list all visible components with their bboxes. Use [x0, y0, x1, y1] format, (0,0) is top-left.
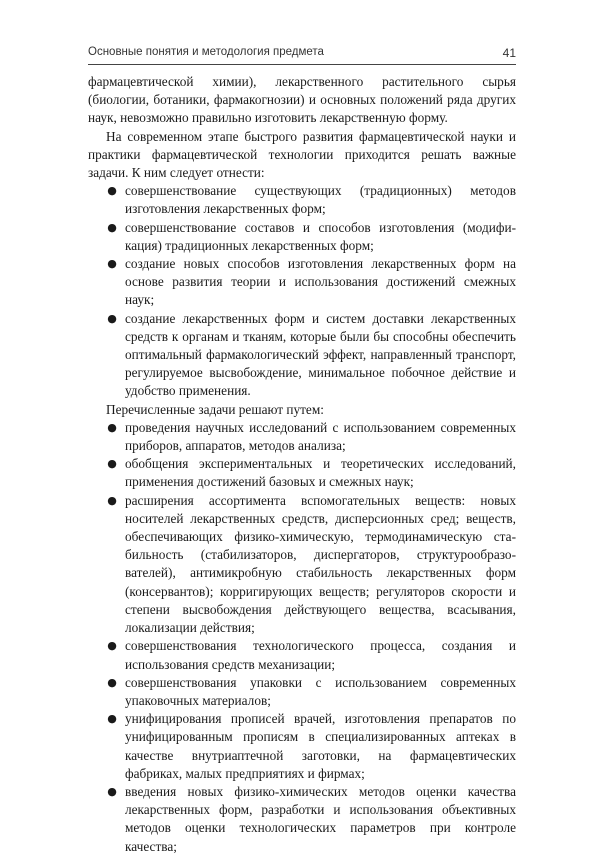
list-item-text: проведения научных исследований с использованием современных приборов, аппаратов, методов анализа;: [125, 419, 516, 454]
bullet-icon: ●: [107, 184, 117, 198]
list-item-text: совершенствование составов и способов изготовления (модификация) традиционных лекарственных форм;: [125, 219, 516, 253]
list-item-text: совершенствования упаковки с использованием современных упаковочных материалов;: [125, 674, 516, 708]
list-item: [106, 182, 516, 218]
list-item-text: совершенствования технологического процесса, создания и использования средств механизации;: [125, 638, 516, 672]
running-header: [88, 46, 516, 62]
bullet-icon: ●: [107, 457, 117, 471]
list-item: [106, 455, 516, 491]
bullet-icon: ●: [107, 712, 117, 726]
bullet-icon: ●: [107, 493, 117, 507]
page-number: 41: [502, 46, 516, 60]
list-item: [106, 419, 516, 455]
bullet-icon: ●: [107, 220, 117, 234]
ways-intro-paragraph: Перечисленные задачи решают путем:: [106, 401, 324, 417]
bullet-icon: ●: [107, 784, 117, 798]
page-body: [88, 73, 516, 856]
bullet-icon: ●: [107, 420, 117, 434]
list-item-text: обобщения экспериментальных и теоретических исследований, применения достижений базовых и смежных наук;: [125, 456, 516, 490]
tasks-list: [88, 182, 516, 400]
list-item-text: создание новых способов изготовления лекарственных форм на основе развития теории и использования достижений смежных наук;: [125, 256, 516, 308]
bullet-icon: ●: [107, 639, 117, 653]
list-item-text: расширения ассортимента вспомогательных веществ: новых носителей лекарственных средств, дисперсионных сред; веществ, обеспечивающих физико-химическую, термодинамическую стабильность (стабилизаторов, диспергаторов, структурообразователей), антимикробную стабильность лекарственных форм (консервантов); корригирующих веществ; регуляторов скорости и степени высвобождения действующего вещества, всасывания, локализации действия;: [125, 492, 516, 636]
bullet-icon: ●: [107, 675, 117, 689]
list-item: [106, 674, 516, 710]
list-item: [106, 255, 516, 310]
list-item-text: создание лекарственных форм и систем доставки лекарственных средств к органам и тканям, которые были бы способны обеспечить оптимальный фармакологический эффект, направленный транспорт, регулируемое высвобождение, минимальное побочное действие и удобство применения.: [125, 310, 516, 399]
list-item-text: введения новых физико-химических методов оценки качества лекарственных форм, разработки и использования объективных методов оценки технологических параметров при контроле качества;: [125, 783, 516, 854]
list-item: [106, 310, 516, 401]
list-item: [106, 783, 516, 856]
list-item: [106, 637, 516, 673]
list-item-text: унифицирования прописей врачей, изготовления препаратов по унифицированным прописям в специализированных аптеках в качестве внутриаптечной заготовки, на фармацевтических фабриках, малых предприятиях и фирмах;: [125, 711, 516, 781]
bullet-icon: ●: [107, 311, 117, 325]
header-rule: [88, 64, 516, 65]
list-item: [106, 492, 516, 638]
list-item: [106, 219, 516, 255]
bullet-icon: ●: [107, 257, 117, 271]
chapter-title: Основные понятия и методология предмета: [88, 46, 324, 58]
list-item: [106, 710, 516, 783]
tasks-intro-paragraph: На современном этапе быстрого развития фармацевтической науки и практики фармацевтической технологии приходится решать важные задачи. К ним следует отнести:: [88, 128, 516, 181]
list-item-text: совершенствование существующих (традиционных) методов изготовления лекарственных форм;: [125, 183, 516, 217]
ways-list: [88, 419, 516, 856]
continuation-paragraph: фармацевтической химии), лекарственного растительного сырья (биологии, ботаники, фармакогнозии) и основных положений ряда других наук, невозможно правильно изготовить лекарственную форму.: [88, 74, 516, 126]
